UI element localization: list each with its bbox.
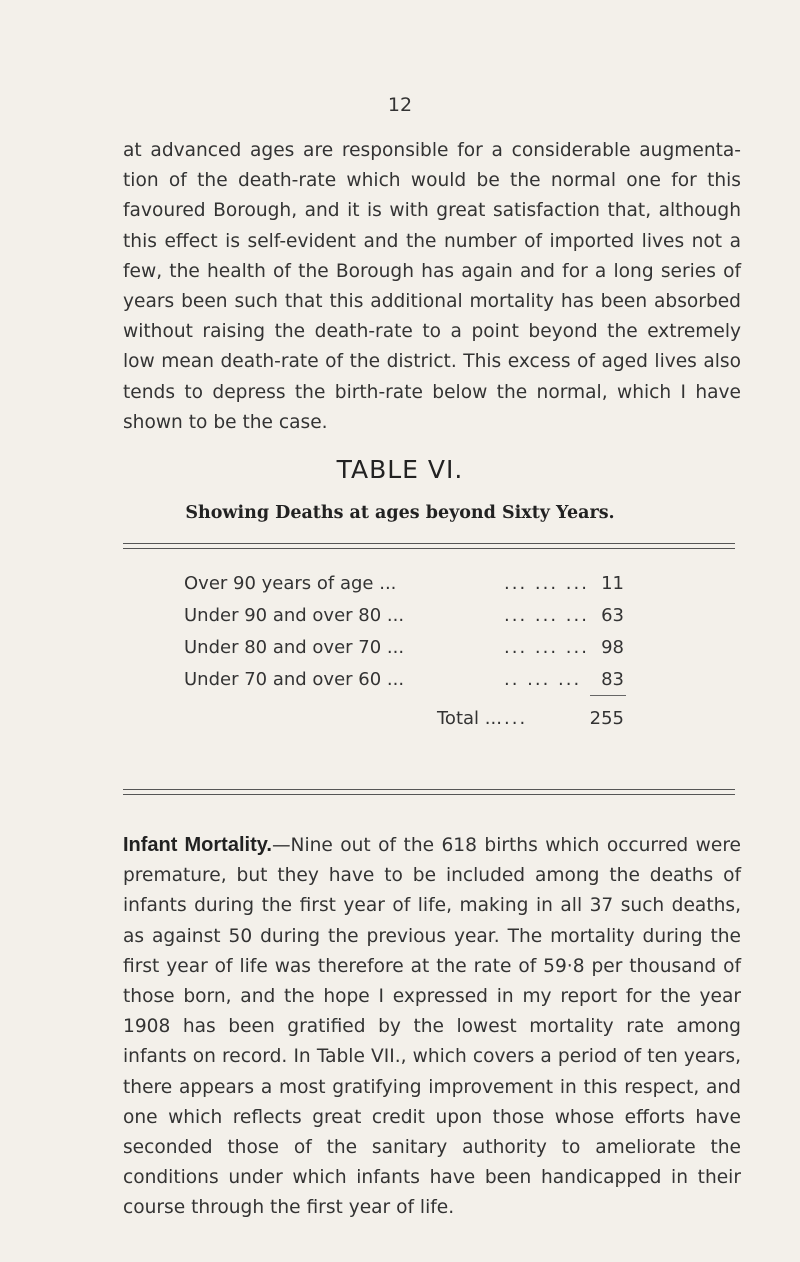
paragraph-text: —Nine out of the 618 births which occurred were premature, but they have to be included among the deaths of infants during the first year of life, making in all 37 such deaths, as against 50 during the previous year. The mortality during the first year of life was therefore at the rate of 59·8 per thousand of those born, and the hope I expressed in my report for the year 1908 has been gratified by the lowest mortality rate among infants on record. In Table VII., which covers a period of ten years, there appears a most gratifying improvement in this respect, and one which reflects great credit upon those whose efforts have seconded those of the sanitary authority to ameliorate the conditions under which infants have been handicapped in their course through the first year of life.	[123, 835, 741, 1219]
total-dots: ...	[504, 708, 528, 729]
table-subtitle: Showing Deaths at ages beyond Sixty Years.	[185, 503, 615, 523]
paragraph-aged-lives: at advanced ages are responsible for a considerable augmenta-tion of the death-rate which would be the normal one for this favoured Borough, and it is with great satisfaction that, although this effect is self-evident and the number of imported lives not a few, the health of the Borough has again and for a long series of years been such that this additional mortality has been absorbed without raising the death-rate to a point beyond the extremely low mean death-rate of the district. This excess of aged lives also tends to depress the birth-rate below the normal, which I have shown to be the case.	[123, 140, 741, 433]
table-bottom-rule	[123, 789, 735, 795]
total-value: 255	[589, 708, 624, 729]
table-top-rule	[123, 543, 735, 549]
page-number: 12	[387, 94, 413, 116]
section-heading: Infant Mortality.	[123, 834, 272, 856]
paragraph-infant-mortality	[123, 830, 741, 1224]
row-dots: ... ... ...	[504, 573, 589, 594]
row-label: Under 70 and over 60 ...	[184, 669, 405, 690]
row-value: 63	[601, 605, 624, 626]
row-dots: ... ... ...	[504, 605, 589, 626]
row-dots: .. ... ...	[504, 669, 582, 690]
row-label: Under 90 and over 80 ...	[184, 605, 405, 626]
table-title: TABLE VI.	[336, 455, 464, 484]
row-value: 11	[601, 573, 624, 594]
row-label: Over 90 years of age ...	[184, 573, 397, 594]
row-value: 98	[601, 637, 624, 658]
row-label: Under 80 and over 70 ...	[184, 637, 405, 658]
total-rule	[590, 695, 626, 696]
row-dots: ... ... ...	[504, 637, 589, 658]
row-value: 83	[601, 669, 624, 690]
total-label: Total ...	[437, 708, 502, 729]
